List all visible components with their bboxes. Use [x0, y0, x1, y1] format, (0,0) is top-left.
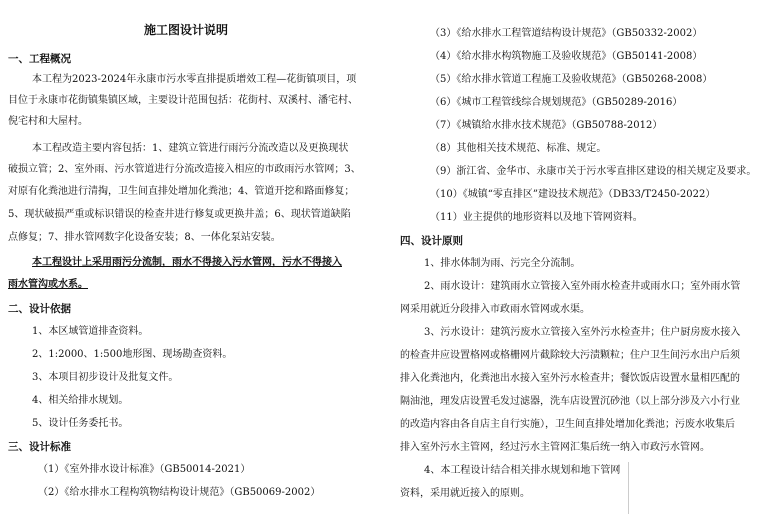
- s3-item-2: （2）《给水排水工程构筑物结构设计规范》（GB50069-2002）: [38, 487, 321, 498]
- s4-p1-line-1: 1、排水体制为雨、污完全分流制。: [424, 258, 581, 269]
- s2-item-5: 5、设计任务委托书。: [32, 418, 129, 429]
- section-3-heading: 三、设计标准: [8, 441, 71, 453]
- section-1-heading: 一、工程概况: [8, 53, 71, 65]
- s4-p4-line-1: 4、本工程设计结合相关排水规划和地下管网: [424, 465, 621, 476]
- s1-emphasis-line-1: 本工程设计上采用雨污分流制，雨水不得接入污水管网，污水不得接入: [32, 257, 342, 268]
- page-title: 施工图设计说明: [143, 23, 228, 37]
- s3-item-3: （3）《给水排水工程管道结构设计规范》（GB50332-2002）: [430, 28, 703, 39]
- s4-p3-line-4: 隔油池，理发店设置毛发过滤器，洗车店设置沉砂池（以上部分涉及六小行业: [400, 396, 740, 407]
- s4-p3-line-3: 排入化粪池内，化粪池出水接入室外污水检查井；餐饮饭店设置水量相匹配的: [400, 373, 740, 384]
- section-4-heading: 四、设计原则: [400, 235, 463, 247]
- s3-item-11: （11）业主提供的地形资料以及地下管网资料。: [430, 212, 643, 223]
- s1-p2-line-1: 本工程改造主要内容包括：1、建筑立管进行雨污分流改造以及更换现状: [32, 143, 349, 154]
- s2-item-1: 1、本区域管道排查资料。: [32, 326, 149, 337]
- s3-item-1: （1）《室外排水设计标准》（GB50014-2021）: [38, 464, 251, 475]
- s3-item-4: （4）《给水排水构筑物施工及验收规范》（GB50141-2008）: [430, 51, 703, 62]
- s2-item-2: 2、1:2000、1:500地形图、现场勘查资料。: [32, 349, 233, 360]
- s1-p1-line-3: 倪宅村和大屋村。: [8, 116, 88, 127]
- page-edge-divider: [628, 462, 629, 514]
- s3-item-6: （6）《城市工程管线综合规划规范》（GB50289-2016）: [430, 97, 683, 108]
- s4-p3-line-1: 3、污水设计：建筑污废水立管接入室外污水检查井；住户厨房废水接入: [424, 327, 741, 338]
- s1-p2-line-3: 对原有化粪池进行清掏，卫生间直排处增加化粪池；4、管道开挖和路面修复；: [8, 186, 355, 197]
- section-2-heading: 二、设计依据: [8, 303, 71, 315]
- s3-item-9: （9）浙江省、金华市、永康市关于污水零直排区建设的相关规定及要求。: [430, 166, 757, 177]
- s1-p2-line-2: 破损立管；2、室外雨、污水管道进行分流改造接入相应的市政雨污水管网；3、: [8, 164, 361, 175]
- s4-p3-line-5: 的改造内容由各自店主自行实施），卫生间直排处增加化粪池；污废水收集后: [400, 419, 735, 430]
- s2-item-3: 3、本项目初步设计及批复文件。: [32, 372, 179, 383]
- s4-p2-line-2: 网采用就近分段排入市政雨水管网或水渠。: [400, 304, 590, 315]
- s1-p1-line-2: 目位于永康市花街镇集镇区域，主要设计范围包括：花街村、双溪村、潘宅村、: [8, 95, 358, 106]
- s4-p3-line-2: 的检查井应设置格网或格栅网片截除较大污渍颗粒；住户卫生间污水出户后须: [400, 350, 740, 361]
- s3-item-7: （7）《城镇给水排水技术规范》（GB50788-2012）: [430, 120, 663, 131]
- s1-emphasis-line-2: 雨水管沟或水系。: [8, 279, 88, 290]
- s1-p2-line-4: 5、现状破损严重或标识错误的检查井进行修复或更换井盖；6、现状管道缺陷: [8, 209, 351, 220]
- s3-item-8: （8）其他相关技术规范、标准、规定。: [430, 143, 607, 154]
- s4-p3-line-6: 排入室外污水主管网，经过污水主管网汇集后统一纳入市政污水管网。: [400, 442, 710, 453]
- s3-item-5: （5）《给水排水管道工程施工及验收规范》（GB50268-2008）: [430, 74, 713, 85]
- s4-p4-line-2: 资料，采用就近接入的原则。: [400, 488, 530, 499]
- s3-item-10: （10）《城镇“零直排区”建设技术规范》（DB33/T2450-2022）: [430, 189, 716, 200]
- s1-p2-line-5: 点修复；7、排水管网数字化设备安装；8、一体化泵站安装。: [8, 232, 281, 243]
- s2-item-4: 4、相关给排水规划。: [32, 395, 129, 406]
- s1-p1-line-1: 本工程为2023-2024年永康市污水零直排提质增效工程—花街镇项目，项: [32, 74, 357, 85]
- s4-p2-line-1: 2、雨水设计：建筑雨水立管接入室外雨水检查井或雨水口；室外雨水管: [424, 281, 741, 292]
